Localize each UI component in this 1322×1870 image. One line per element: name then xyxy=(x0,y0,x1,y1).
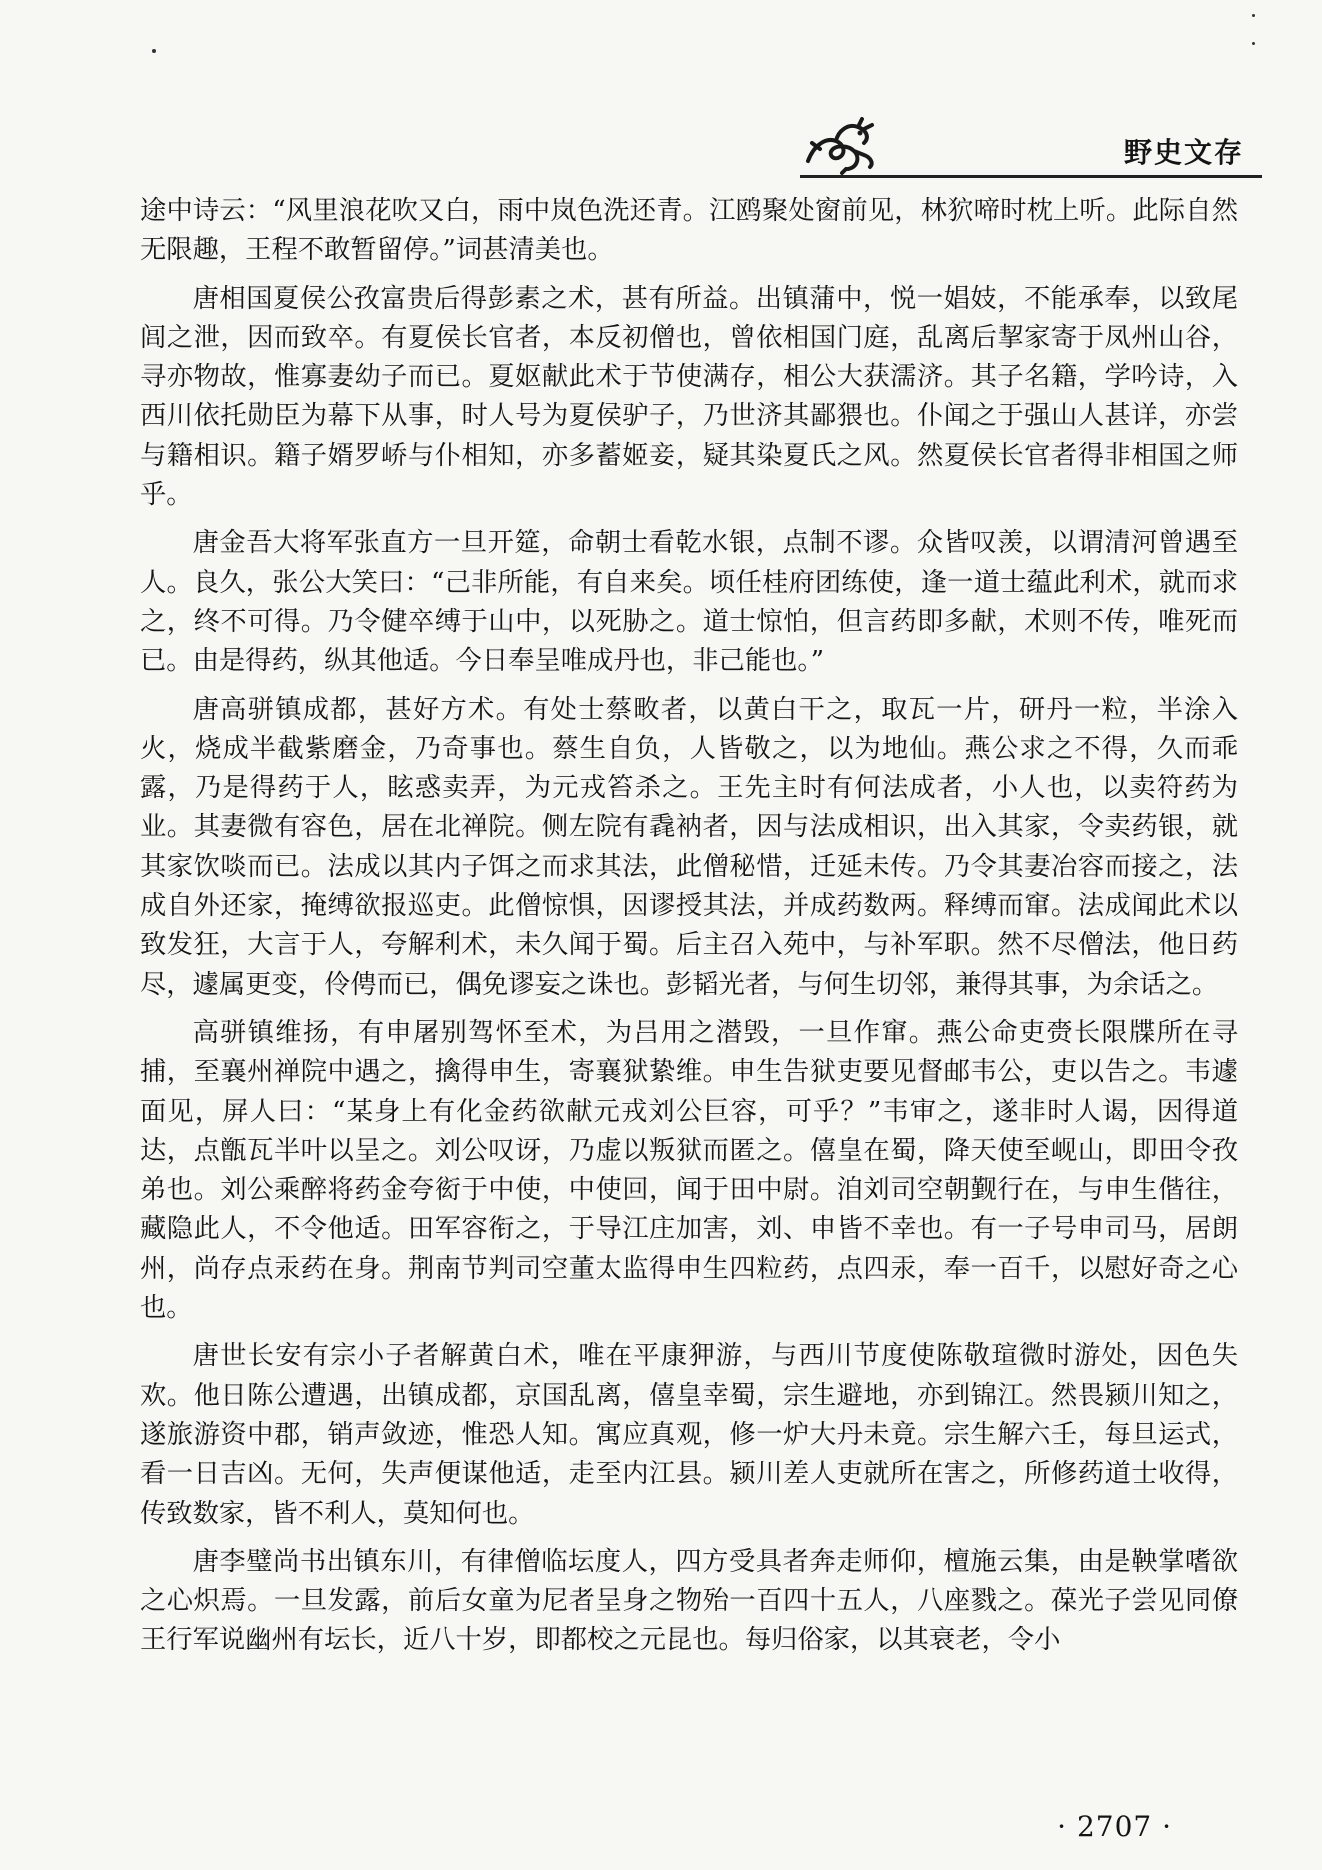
scan-speck xyxy=(1252,42,1255,45)
dragon-icon xyxy=(800,115,880,175)
paragraph: 途中诗云：“风里浪花吹又白，雨中岚色洗还青。江鸥聚处窗前见，林狖啼时枕上听。此际自然无限趣，王程不敢暂留停。”词甚清美也。 xyxy=(140,196,1238,266)
scan-speck xyxy=(152,49,156,53)
paragraph: 唐高骈镇成都，甚好方术。有处士蔡畋者，以黄白干之，取瓦一片，研丹一粒，半涂入火，烧成半截紫磨金，乃奇事也。蔡生自负，人皆敬之，以为地仙。燕公求之不得，久而乖露，乃是得药于人，眩惑卖弄，为元戎笞杀之。王先主时有何法成者，小人也，以卖符药为业。其妻微有容色，居在北禅院。侧左院有毳衲者，因与法成相识，出入其家，令卖药银，就其家饮啖而已。法成以其内子饵之而求其法，此僧秘惜，迁延未传。乃令其妻冶容而接之，法成自外还家，掩缚欲报巡吏。此僧惊惧，因谬授其法，并成药数两。释缚而窜。法成闻此术以致发狂，大言于人，夸解利术，未久闻于蜀。后主召入苑中，与补军职。然不尽僧法，他日药尽，遽属更变，伶俜而已，偶免谬妄之诛也。彭韬光者，与何生切邻，兼得其事，为余话之。 xyxy=(140,694,1238,1000)
page-number: · 2707 · xyxy=(1057,1810,1172,1843)
header-rule xyxy=(800,175,1262,178)
running-header xyxy=(0,95,1322,175)
paragraph: 唐世长安有宗小子者解黄白术，唯在平康狎游，与西川节度使陈敬瑄微时游处，因色失欢。他日陈公遭遇，出镇成都，京国乱离，僖皇幸蜀，宗生避地，亦到锦江。然畏颍川知之，遂旅游资中郡，销声敛迹，惟恐人知。寓应真观，修一炉大丹未竟。宗生解六壬，每旦运式，看一日吉凶。无何，失声便谋他适，走至内江县。颍川差人吏就所在害之，所修药道士收得，传致数家，皆不利人，莫知何也。 xyxy=(140,1341,1238,1529)
paragraph: 唐相国夏侯公孜富贵后得彭素之术，甚有所益。出镇蒲中，悦一娼妓，不能承奉，以致尾闾之泄，因而致卒。有夏侯长官者，本反初僧也，曾依相国门庭，乱离后挈家寄于凤州山谷，寻亦物故，惟寡妻幼子而已。夏妪献此术于节使满存，相公大获濡济。其子名籍，学吟诗，入西川依托勋臣为幕下从事，时人号为夏侯驴子，乃世济其鄙猥也。仆闻之于强山人甚详，亦尝与籍相识。籍子婿罗峤与仆相知，亦多蓄姬妾，疑其染夏氏之风。然夏侯长官者得非相国之师乎。 xyxy=(140,283,1238,511)
scan-speck xyxy=(1252,14,1255,17)
paragraph: 高骈镇维扬，有申屠别驾怀至术，为吕用之潜毁，一旦作窜。燕公命吏赍长限牒所在寻捕，至襄州禅院中遇之，擒得申生，寄襄狱絷维。申生告狱吏要见督邮韦公，吏以告之。韦遽面见，屏人曰：“某身上有化金药欲献元戎刘公巨容，可乎？”韦审之，遂非时人谒，因得道达，点甑瓦半叶以呈之。刘公叹讶，乃虚以叛狱而匿之。僖皇在蜀，降天使至岘山，即田令孜弟也。刘公乘醉将药金夸衒于中使，中使回，闻于田中尉。洎刘司空朝觐行在，与申生偕往，藏隐此人，不令他适。田军容衔之，于导江庄加害，刘、申皆不幸也。有一子号申司马，居朗州，尚存点汞药在身。荆南节判司空董太监得申生四粒药，点四汞，奉一百千，以慰好奇之心也。 xyxy=(140,1017,1238,1324)
header-title: 野史文存 xyxy=(1123,136,1244,169)
paragraph: 唐金吾大将军张直方一旦开筵，命朝士看乾水银，点制不谬。众皆叹羡，以谓清河曾遇至人。良久，张公大笑曰：“己非所能，有自来矣。顷任桂府团练使，逢一道士蕴此利术，就而求之，终不可得。乃令健卒缚于山中，以死胁之。道士惊怕，但言药即多献，术则不传，唯死而已。由是得药，纵其他适。今日奉呈唯成丹也，非己能也。” xyxy=(140,528,1238,677)
paragraph: 唐李璧尚书出镇东川，有律僧临坛度人，四方受具者奔走师仰，檀施云集，由是鞅掌嗜欲之心炽焉。一旦发露，前后女童为尼者呈身之物殆一百四十五人，八座戮之。葆光子尝见同僚王行军说幽州有坛长，近八十岁，即都校之元昆也。每归俗家，以其衰老，令小 xyxy=(140,1546,1238,1656)
body-text xyxy=(140,192,1238,1670)
